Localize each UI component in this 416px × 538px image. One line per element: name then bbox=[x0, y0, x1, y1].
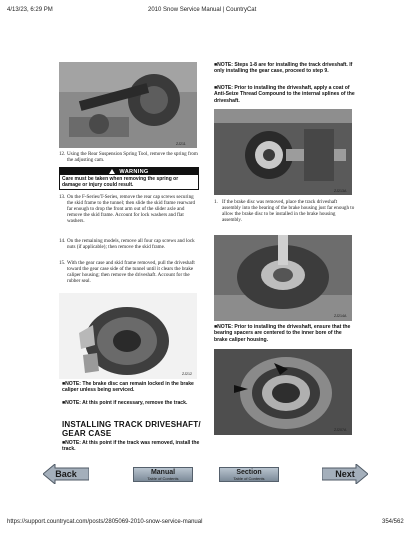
photo-caption: ZJ211 bbox=[176, 142, 186, 146]
section-heading bbox=[62, 420, 212, 438]
note-brake-disc: ■NOTE: The brake disc can remain locked in the brake caliper unless being serviced. bbox=[62, 381, 194, 394]
step-1 bbox=[214, 199, 356, 223]
section-toc-button[interactable] bbox=[219, 467, 279, 482]
note-remove-track: ■NOTE: At this point if necessary, remove the track. bbox=[62, 400, 188, 406]
step-number: 15. bbox=[59, 260, 66, 266]
step-text: On the remaining models, remove all four cap screws and lock nuts (if applicable); then remove the skid frame. bbox=[67, 238, 195, 250]
step-text: If the brake disc was removed, place the track driveshaft assembly into the bearing of the brake housing just far enough to allow the brake disc to be installed in the brake housing assembly. bbox=[222, 199, 355, 223]
step-text: On the F-Series/T-Series, remove the rear cap screws securing the skid frame to the tunnel; then slide the skid frame rearward far enough to drop the front arm out of the slider axle and remove the skid frame. Account for lock washers and flat washers. bbox=[67, 194, 196, 224]
next-label: Next bbox=[335, 469, 355, 479]
section-heading-line2: GEAR CASE bbox=[62, 429, 112, 438]
page-url: https://support.countrycat.com/posts/2805069-2010-snow-service-manual bbox=[7, 519, 203, 525]
step-number: 12. bbox=[59, 151, 66, 157]
step-number: 13. bbox=[59, 194, 66, 200]
manual-label: Manual bbox=[150, 468, 176, 476]
note-anti-seize: ■NOTE: Prior to installing the driveshaft, apply a coat of Anti-Seize Thread Compound to the internal splines of the driveshaft. bbox=[214, 85, 355, 104]
warning-triangle-icon bbox=[109, 169, 115, 174]
step-12 bbox=[59, 151, 199, 163]
warning-label: WARNING bbox=[119, 168, 149, 175]
note-steps-1-8: ■NOTE: Steps 1-8 are for installing the track driveshaft. If only installing the gear case, proceed to step 9. bbox=[214, 62, 353, 75]
step-text: With the gear case and skid frame removed, pull the driveshaft toward the gear case side of the tunnel until it clears the brake caliper housing; then remove the driveshaft. Account for the rubber seal. bbox=[67, 260, 195, 284]
photo-driveshaft-assembly bbox=[214, 109, 352, 195]
photo-caption: ZJ212 bbox=[182, 372, 192, 376]
photo-caption: ZJ207A bbox=[334, 428, 347, 432]
section-heading-line1: INSTALLING TRACK DRIVESHAFT/ bbox=[62, 420, 201, 429]
step-14 bbox=[59, 238, 199, 250]
note-install-track: ■NOTE: At this point if the track was removed, install the track. bbox=[62, 440, 200, 453]
photo-caption: ZJ214A bbox=[334, 314, 347, 318]
manual-toc-button[interactable] bbox=[133, 467, 193, 482]
print-datetime: 4/13/23, 6:29 PM bbox=[7, 7, 53, 13]
photo-bearing-spacers bbox=[214, 349, 352, 435]
step-number: 14. bbox=[59, 238, 66, 244]
page-title: 2010 Snow Service Manual | CountryCat bbox=[148, 7, 257, 13]
step-text: Using the Rear Suspension Spring Tool, remove the spring from the adjusting cam. bbox=[67, 151, 198, 163]
step-15 bbox=[59, 260, 199, 284]
photo-spring-tool bbox=[59, 62, 197, 148]
photo-brake-disc bbox=[59, 293, 197, 379]
manual-sublabel: Table of Contents bbox=[147, 475, 179, 481]
back-label: Back bbox=[55, 469, 77, 479]
page-number: 354/562 bbox=[382, 519, 404, 525]
note-bearing-spacers: ■NOTE: Prior to installing the driveshaft, ensure that the bearing spacers are centered to the inner bore of the brake caliper housing. bbox=[214, 324, 351, 343]
section-sublabel: Table of Contents bbox=[233, 475, 265, 481]
step-13 bbox=[59, 194, 199, 224]
warning-bar bbox=[60, 168, 198, 175]
warning-box bbox=[59, 167, 199, 190]
step-number: 1. bbox=[214, 199, 218, 205]
warning-text: Care must be taken when removing the spring or damage or injury could result. bbox=[62, 176, 179, 188]
photo-caption: ZJ213A bbox=[334, 189, 347, 193]
photo-brake-housing bbox=[214, 235, 352, 321]
back-button[interactable] bbox=[43, 464, 89, 484]
next-button[interactable] bbox=[322, 464, 368, 484]
section-label: Section bbox=[236, 468, 262, 476]
